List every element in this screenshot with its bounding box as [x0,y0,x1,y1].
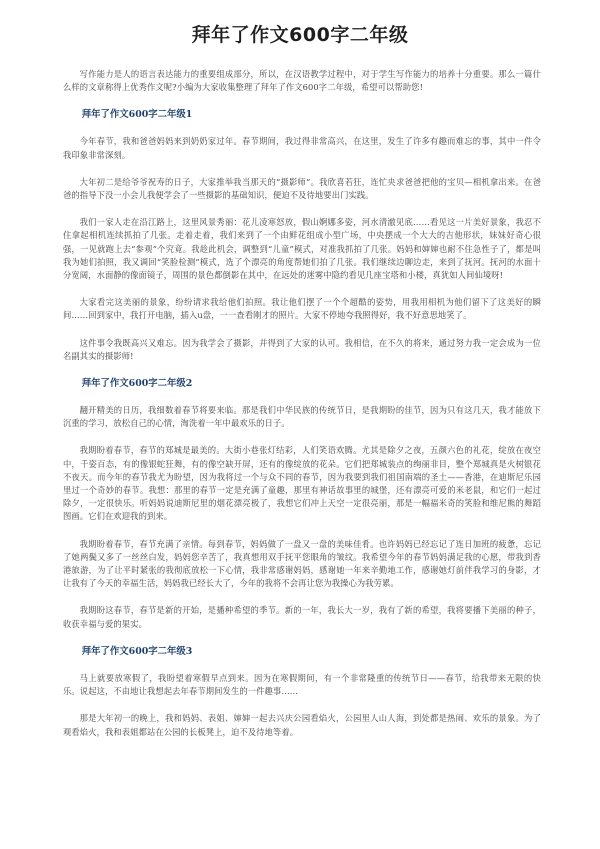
intro-paragraph: 写作能力是人的语言表达能力的重要组成部分，所以，在汉语教学过程中，对于学生写作能力的培养十分重要。那么一篇什么样的文章称得上优秀作文呢?小编为大家收集整理了拜年了作文600字二年级，希望可以帮助您! [63,69,541,93]
paragraph: 今年春节，我和爸爸妈妈来到奶奶家过年。春节期间，我过得非常高兴，在这里，发生了许多有趣而难忘的事，其中一件令我印象非常深刻。 [63,136,541,160]
paragraph: 大年初二是给爷爷祝寿的日子，大家推举我当那天的“摄影师”。我欣喜若狂，连忙央求爸爸把他的宝贝—相机拿出来。在爸爸的指导下没一小会儿我便学会了一些摄影的基础知识，便迫不及待地要出门实践。 [63,176,541,201]
paragraph: 这件事令我既高兴又难忘。因为我学会了摄影，并得到了大家的认可。我相信，在不久的将来，通过努力我一定会成为一位名副其实的摄影师! [63,337,541,361]
paragraph: 马上就要放寒假了，我盼望着寒假早点到来。因为在寒假期间，有一个非常隆重的传统节日——春节，给我带来无限的快乐。说起这，不由地让我想起去年春节期间发生的一件趣事…… [63,672,541,697]
paragraph: 翻开精美的日历，我细数着春节将要来临。那是我们中华民族的传统节日，是我期盼的佳节，因为只有这几天，我才能放下沉重的学习，放松自己的心情，淘洗着一年中最欢乐的日子。 [63,405,541,429]
paragraph: 我期盼这春节，春节是新的开始，是播种希望的季节。新的一年，我长大一岁，我有了新的希望，我将要播下美丽的种子，收获幸福与爱的果实。 [63,605,541,629]
paragraph: 那是大年初一的晚上，我和妈妈、表姐、婶婶一起去兴庆公园看焰火，公园里人山人海，到处都是热闹、欢乐的景象。为了观看焰火，我和表姐都站在公园的长板凳上，迫不及待地等着。 [63,713,541,737]
article-body [63,68,541,753]
paragraph: 我们一家人走在沿江路上，这里风景秀丽：花儿凌寒怒放，假山婀娜多姿，河水清澈见底……看见这一片美好景象，我忍不住拿起相机连续抓拍了几张。走着走着，我们来到了一个由鲜花组成小型广场，中央摆成一个大大的吉他形状，妹妹好奇心很强，一见就跑上去“参观”个究竟。我趁此机会，调整到“儿童”模式，对准我抓拍了几张。妈妈和婶婶也耐不住急性子了，都是叫我为她们拍照，我又调回“笑脸检测”模式，选了个漂亮的角度帮她们拍了几张。我们继续边聊边走，来到了抚河。抚河的水面十分宽阔，水面静的像面镜子，周围的景色都倒影在其中，在远处的迷雾中隐约看见几座宝塔和小楼，真犹如人间仙境呀! [63,217,541,281]
paragraph: 我期盼着春节，春节充满了亲情。每到春节，妈妈做了一盘又一盘的美味佳肴。也许妈妈已经忘记了连日加班的疲惫，忘记了她两鬓又多了一丝丝白发，妈妈您辛苦了，我真想用双手抚平您眼角的皱纹。我希望今年的春节妈妈满足我的心愿，带我到香港旅游，为了让平时紧张的我彻底放松一下心情，我非常感谢妈妈，感谢她一年来辛勤地工作，感谢她灯前伴我学习的身影，才让我有了今天的幸福生活，妈妈我已经长大了，今年的我将不会再让您为我操心为我劳累。 [63,538,541,589]
section-heading-2: 拜年了作文600字二年级2 [81,378,193,390]
paragraph: 大家看完这美丽的景象，纷纷请求我给他们拍照。我让他们摆了一个个超酷的姿势，用我用相机为他们留下了这美好的瞬间……回到家中，我打开电脑，插入u盘，一一查看刚才的照片。大家不停地夸我照得好，我不好意思地笑了。 [63,297,541,321]
paragraph: 我期盼着春节，春节的郑城是最美的。大街小巷张灯结彩，人们笑语欢腾。尤其是除夕之夜，五颜六色的礼花，绽放在夜空中，千姿百态，有的像银蛇狂舞，有的像空缺开屏，还有的像绽放的花朵。它们把郑城装点的绚丽非目，整个郑城真是火树银花不夜天。而今年的春节我尤为盼望，因为我将过一个与众不同的春节，因为我要到我们祖国南端的圣土——香港，在迪斯尼乐园里过一个奇妙的春节。我想：那里的春节一定是充满了童趣，那里有神话故事里的城堡，还有漂亮可爱的米老鼠，和它们一起过除夕，一定很快乐。听妈妈说迪斯尼里的烟花漂亮极了，我想它们冲上天空一定很亮丽，那是一幅福米奇的笑脸和维尼熊的舞蹈图画。它们在欢迎我的到来。 [63,445,541,522]
section-heading-1: 拜年了作文600字二年级1 [81,109,193,121]
page-title: 拜年了作文600字二年级 [191,24,409,46]
section-heading-3: 拜年了作文600字二年级3 [81,645,193,657]
